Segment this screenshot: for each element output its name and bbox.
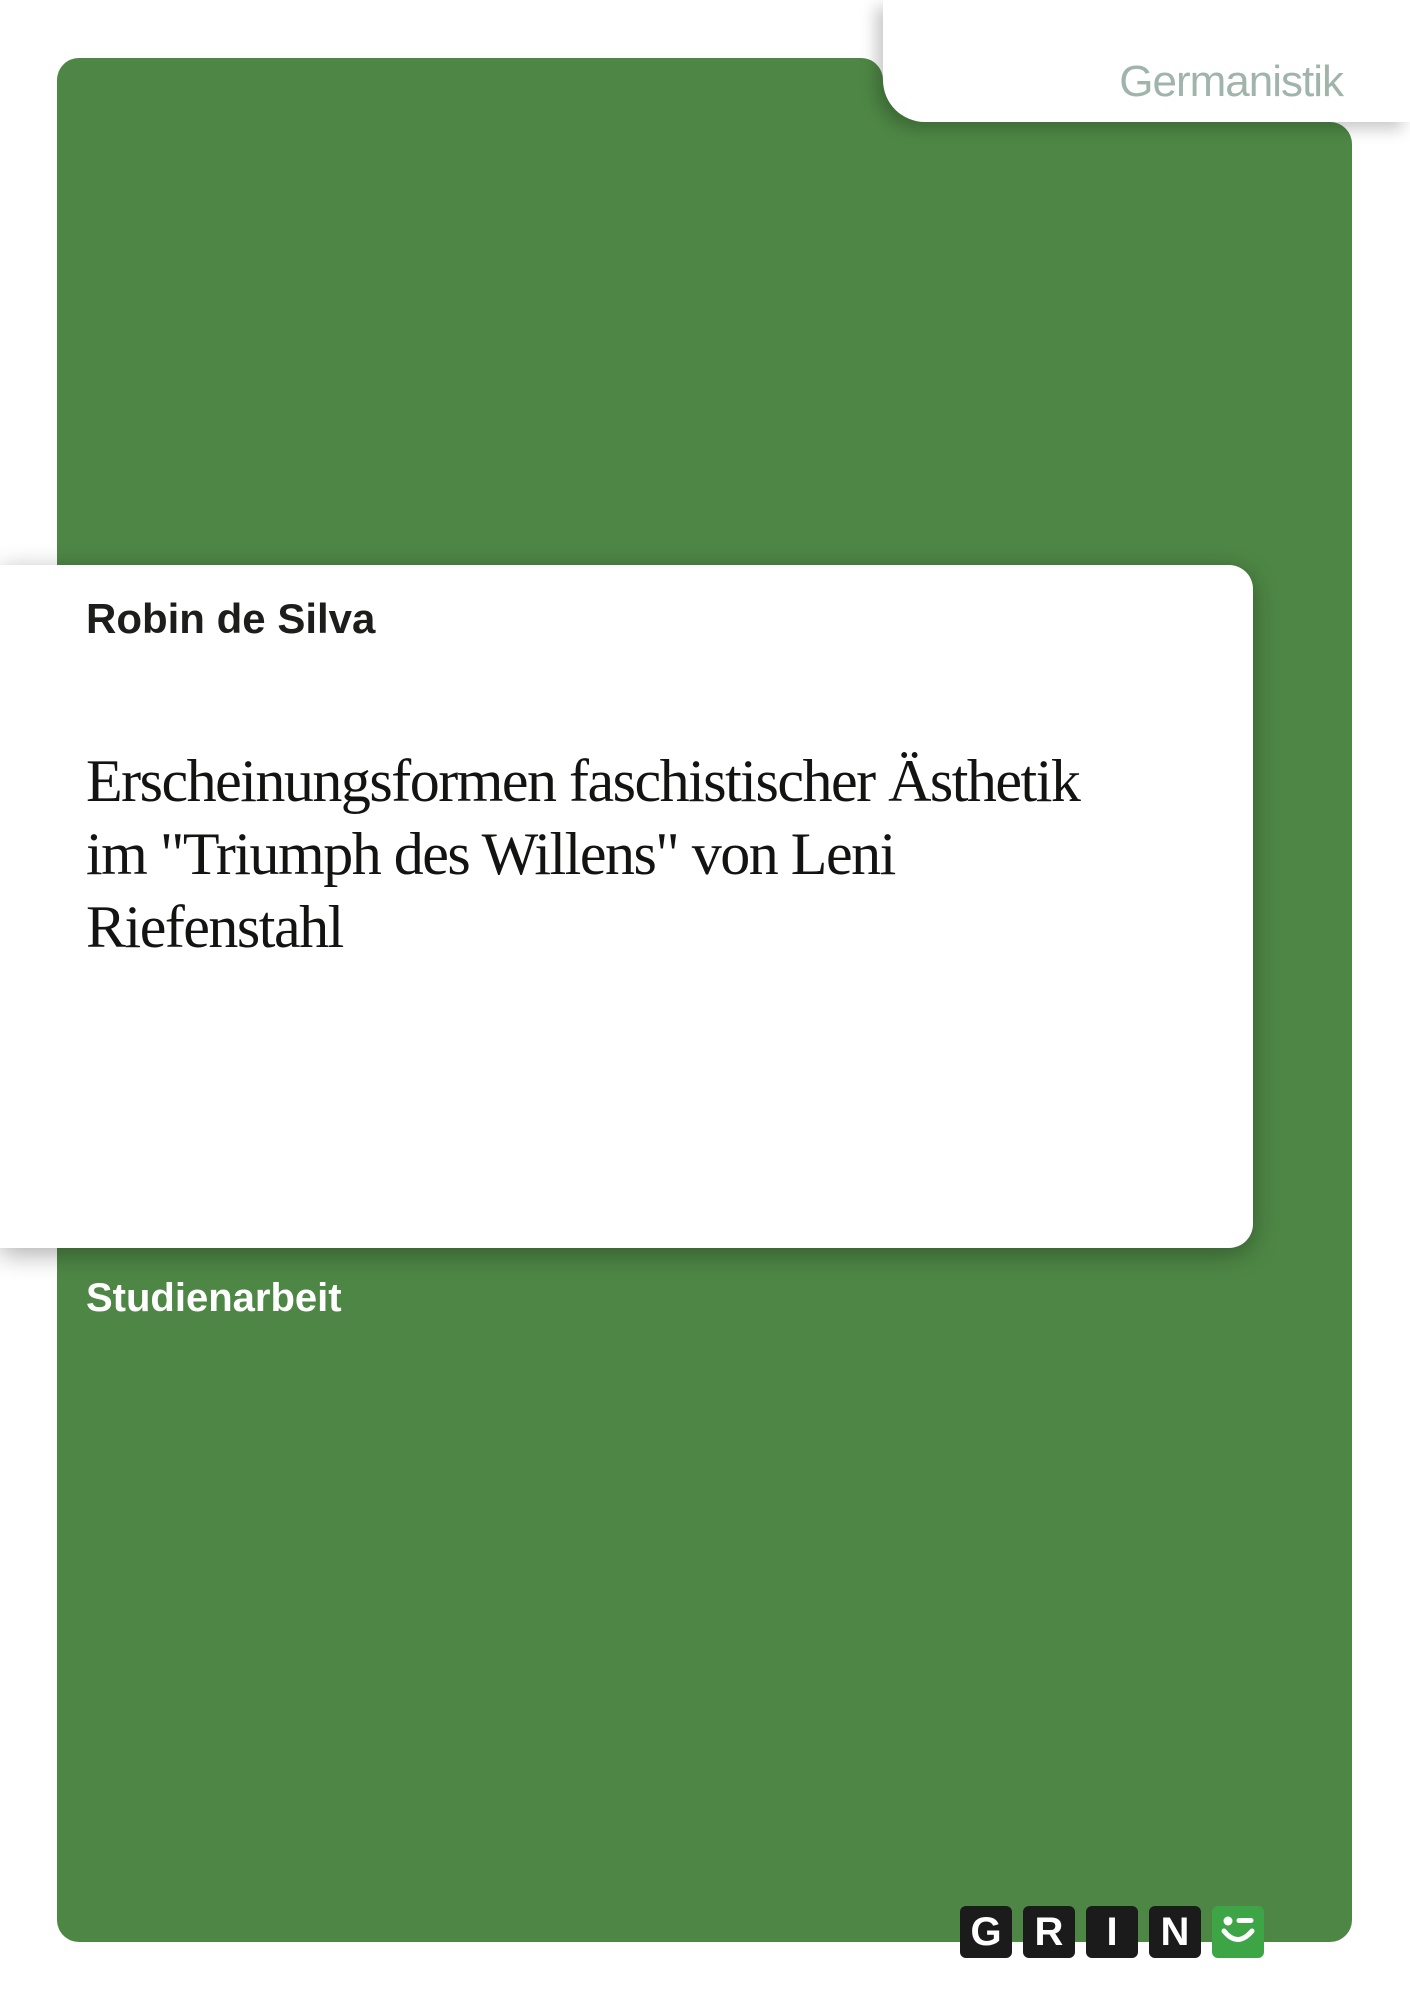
grin-logo-letter-tile [1086, 1906, 1138, 1958]
title-card [0, 565, 1253, 1248]
author-name: Robin de Silva [86, 595, 376, 642]
book-title-line: im "Triumph des Willens" von Leni [86, 821, 895, 887]
logo-letter: G [970, 1910, 1002, 1954]
logo-letter: N [1160, 1910, 1190, 1954]
book-title-line: Erscheinungsformen faschistischer Ästhetik [86, 748, 1080, 814]
document-type-label: Studienarbeit [86, 1276, 342, 1320]
wink-smiley-icon [1212, 1906, 1264, 1958]
grin-logo-letter-tile [1149, 1906, 1201, 1958]
grin-logo-letter-tile [1023, 1906, 1075, 1958]
logo-letter: I [1106, 1910, 1118, 1954]
book-title [86, 745, 1245, 964]
grin-logo-letter-tile [960, 1906, 1012, 1958]
book-title-line: Riefenstahl [86, 894, 343, 960]
logo-letter: R [1034, 1910, 1064, 1954]
category-label: Germanistik [1119, 57, 1343, 106]
grin-logo [960, 1906, 1264, 1958]
cover-background-top [57, 58, 883, 298]
